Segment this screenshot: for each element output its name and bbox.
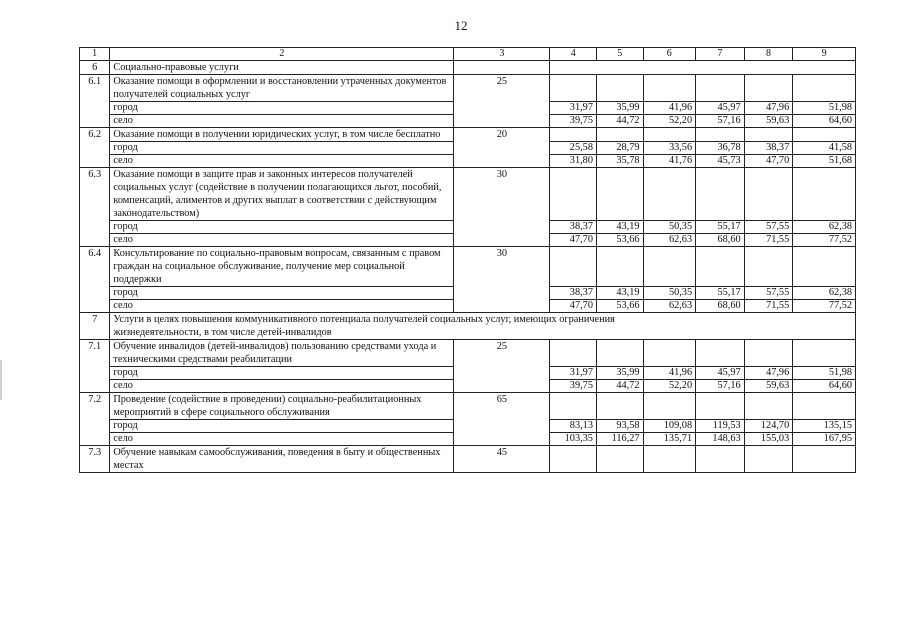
service-row bbox=[80, 393, 856, 420]
settlement-label: город bbox=[110, 287, 454, 300]
price-value: 35,99 bbox=[596, 102, 643, 115]
column-number-row bbox=[80, 48, 856, 61]
empty-value-cell bbox=[643, 128, 696, 142]
section-row bbox=[80, 313, 856, 340]
price-value: 68,60 bbox=[696, 234, 745, 247]
price-value: 52,20 bbox=[643, 380, 696, 393]
empty-value-cell bbox=[793, 75, 856, 102]
price-value: 64,60 bbox=[793, 115, 856, 128]
empty-value-cell bbox=[793, 446, 856, 473]
empty-value-cell bbox=[744, 393, 793, 420]
price-value: 53,66 bbox=[596, 234, 643, 247]
empty-value-cell bbox=[793, 393, 856, 420]
price-value: 50,35 bbox=[643, 287, 696, 300]
price-value: 148,63 bbox=[696, 433, 745, 446]
price-value: 68,60 bbox=[696, 300, 745, 313]
empty-value-cell bbox=[550, 247, 597, 287]
empty-value-cell bbox=[744, 340, 793, 367]
settlement-label: село bbox=[110, 300, 454, 313]
empty-value-cell bbox=[793, 247, 856, 287]
service-norm: 65 bbox=[454, 393, 550, 446]
price-value: 38,37 bbox=[550, 287, 597, 300]
empty-value-cell bbox=[550, 168, 597, 221]
price-value: 38,37 bbox=[550, 221, 597, 234]
price-value: 55,17 bbox=[696, 287, 745, 300]
settlement-label: город bbox=[110, 142, 454, 155]
empty-value-cell bbox=[744, 446, 793, 473]
empty-value-cell bbox=[596, 446, 643, 473]
empty-value-cell bbox=[596, 168, 643, 221]
tariff-table-body bbox=[80, 48, 856, 473]
settlement-label: город bbox=[110, 221, 454, 234]
service-norm: 45 bbox=[454, 446, 550, 473]
empty-value-cell bbox=[596, 128, 643, 142]
price-value: 36,78 bbox=[696, 142, 745, 155]
price-value: 57,55 bbox=[744, 287, 793, 300]
price-value: 71,55 bbox=[744, 300, 793, 313]
service-code: 6.4 bbox=[80, 247, 110, 313]
price-value: 135,15 bbox=[793, 420, 856, 433]
service-norm: 25 bbox=[454, 340, 550, 393]
empty-value-cell bbox=[550, 128, 597, 142]
service-row bbox=[80, 168, 856, 221]
section-norm-cell bbox=[454, 61, 550, 75]
empty-value-cell bbox=[744, 168, 793, 221]
service-row bbox=[80, 340, 856, 367]
price-value: 51,98 bbox=[793, 102, 856, 115]
empty-value-cell bbox=[596, 340, 643, 367]
section-row bbox=[80, 61, 856, 75]
service-row bbox=[80, 75, 856, 102]
settlement-label: село bbox=[110, 433, 454, 446]
price-value: 44,72 bbox=[596, 380, 643, 393]
empty-value-cell bbox=[643, 393, 696, 420]
empty-value-cell bbox=[643, 168, 696, 221]
service-norm: 30 bbox=[454, 247, 550, 313]
column-header-8: 8 bbox=[744, 48, 793, 61]
service-code: 7.1 bbox=[80, 340, 110, 393]
empty-value-cell bbox=[550, 393, 597, 420]
price-value: 44,72 bbox=[596, 115, 643, 128]
page-number: 12 bbox=[454, 18, 468, 33]
empty-value-cell bbox=[744, 75, 793, 102]
price-value: 47,70 bbox=[550, 300, 597, 313]
price-value: 45,97 bbox=[696, 367, 745, 380]
column-header-7: 7 bbox=[696, 48, 745, 61]
price-value: 77,52 bbox=[793, 300, 856, 313]
tariff-table bbox=[79, 47, 856, 473]
price-value: 39,75 bbox=[550, 380, 597, 393]
empty-value-cell bbox=[793, 340, 856, 367]
settlement-label: село bbox=[110, 155, 454, 168]
price-value: 57,16 bbox=[696, 115, 745, 128]
empty-value-cell bbox=[643, 446, 696, 473]
price-value: 51,98 bbox=[793, 367, 856, 380]
empty-value-cell bbox=[596, 75, 643, 102]
service-norm: 20 bbox=[454, 128, 550, 168]
empty-value-cell bbox=[744, 128, 793, 142]
empty-value-cell bbox=[596, 247, 643, 287]
column-header-9: 9 bbox=[793, 48, 856, 61]
price-value: 53,66 bbox=[596, 300, 643, 313]
price-value: 59,63 bbox=[744, 115, 793, 128]
column-header-1: 1 bbox=[80, 48, 110, 61]
price-value: 47,70 bbox=[744, 155, 793, 168]
service-code: 7.3 bbox=[80, 446, 110, 473]
empty-value-cell bbox=[643, 247, 696, 287]
price-value: 124,70 bbox=[744, 420, 793, 433]
price-value: 83,13 bbox=[550, 420, 597, 433]
price-value: 50,35 bbox=[643, 221, 696, 234]
price-value: 41,76 bbox=[643, 155, 696, 168]
settlement-label: город bbox=[110, 420, 454, 433]
price-value: 45,73 bbox=[696, 155, 745, 168]
empty-value-cell bbox=[696, 75, 745, 102]
price-value: 51,68 bbox=[793, 155, 856, 168]
service-name: Оказание помощи в получении юридических услуг, в том числе бесплатно bbox=[110, 128, 454, 142]
empty-value-cell bbox=[696, 168, 745, 221]
price-value: 47,96 bbox=[744, 102, 793, 115]
service-name: Проведение (содействие в проведении) социально-реабилитационных мероприятий в сфере социального обслуживания bbox=[110, 393, 454, 420]
column-header-2: 2 bbox=[110, 48, 454, 61]
price-value: 62,38 bbox=[793, 221, 856, 234]
empty-value-cell bbox=[744, 247, 793, 287]
empty-value-cell bbox=[793, 168, 856, 221]
settlement-label: село bbox=[110, 234, 454, 247]
price-value: 35,78 bbox=[596, 155, 643, 168]
price-value: 31,97 bbox=[550, 102, 597, 115]
service-name: Обучение навыкам самообслуживания, поведения в быту и общественных местах bbox=[110, 446, 454, 473]
price-value: 77,52 bbox=[793, 234, 856, 247]
price-value: 47,96 bbox=[744, 367, 793, 380]
price-value: 41,96 bbox=[643, 102, 696, 115]
price-value: 39,75 bbox=[550, 115, 597, 128]
service-row bbox=[80, 247, 856, 287]
price-value: 31,80 bbox=[550, 155, 597, 168]
tariff-table-wrapper bbox=[79, 47, 856, 473]
service-row bbox=[80, 446, 856, 473]
price-value: 119,53 bbox=[696, 420, 745, 433]
service-code: 6.3 bbox=[80, 168, 110, 247]
price-value: 52,20 bbox=[643, 115, 696, 128]
service-name: Обучение инвалидов (детей-инвалидов) пользованию средствами ухода и техническими средствами реабилитации bbox=[110, 340, 454, 367]
empty-value-cell bbox=[696, 446, 745, 473]
price-value: 167,95 bbox=[793, 433, 856, 446]
settlement-label: село bbox=[110, 115, 454, 128]
price-value: 57,55 bbox=[744, 221, 793, 234]
column-header-5: 5 bbox=[596, 48, 643, 61]
settlement-label: город bbox=[110, 102, 454, 115]
settlement-label: город bbox=[110, 367, 454, 380]
price-value: 62,63 bbox=[643, 234, 696, 247]
empty-value-cell bbox=[696, 128, 745, 142]
service-name: Оказание помощи в оформлении и восстановлении утраченных документов получателей социальных услуг bbox=[110, 75, 454, 102]
price-value: 71,55 bbox=[744, 234, 793, 247]
price-value: 33,56 bbox=[643, 142, 696, 155]
price-value: 35,99 bbox=[596, 367, 643, 380]
price-value: 43,19 bbox=[596, 287, 643, 300]
price-value: 62,38 bbox=[793, 287, 856, 300]
empty-value-cell bbox=[596, 393, 643, 420]
price-value: 25,58 bbox=[550, 142, 597, 155]
empty-value-cell bbox=[550, 446, 597, 473]
column-header-3: 3 bbox=[454, 48, 550, 61]
price-value: 43,19 bbox=[596, 221, 643, 234]
price-value: 45,97 bbox=[696, 102, 745, 115]
price-value: 31,97 bbox=[550, 367, 597, 380]
section-code: 7 bbox=[80, 313, 110, 340]
empty-value-cell bbox=[643, 75, 696, 102]
price-value: 93,58 bbox=[596, 420, 643, 433]
scan-artifact bbox=[0, 360, 2, 400]
price-value: 57,16 bbox=[696, 380, 745, 393]
service-norm: 30 bbox=[454, 168, 550, 247]
empty-value-cell bbox=[643, 340, 696, 367]
empty-value-cell bbox=[550, 75, 597, 102]
empty-value-cell bbox=[696, 393, 745, 420]
column-header-4: 4 bbox=[550, 48, 597, 61]
empty-value-cell bbox=[550, 340, 597, 367]
price-value: 135,71 bbox=[643, 433, 696, 446]
section-code: 6 bbox=[80, 61, 110, 75]
price-value: 41,96 bbox=[643, 367, 696, 380]
price-value: 64,60 bbox=[793, 380, 856, 393]
service-code: 6.2 bbox=[80, 128, 110, 168]
price-value: 28,79 bbox=[596, 142, 643, 155]
empty-value-cell bbox=[793, 128, 856, 142]
price-value: 109,08 bbox=[643, 420, 696, 433]
price-value: 59,63 bbox=[744, 380, 793, 393]
price-value: 62,63 bbox=[643, 300, 696, 313]
service-row bbox=[80, 128, 856, 142]
price-value: 116,27 bbox=[596, 433, 643, 446]
price-value: 103,35 bbox=[550, 433, 597, 446]
column-header-6: 6 bbox=[643, 48, 696, 61]
service-name: Консультирование по социально-правовым вопросам, связанным с правом граждан на социальное обслуживание, получение мер социальной поддержки bbox=[110, 247, 454, 287]
price-value: 41,58 bbox=[793, 142, 856, 155]
price-value: 155,03 bbox=[744, 433, 793, 446]
price-value: 38,37 bbox=[744, 142, 793, 155]
service-code: 6.1 bbox=[80, 75, 110, 128]
settlement-label: село bbox=[110, 380, 454, 393]
service-norm: 25 bbox=[454, 75, 550, 128]
service-name: Оказание помощи в защите прав и законных интересов получателей социальных услуг (содействие в получении полагающихся льгот, пособий, компенсаций, алиментов и других выплат в соответствии с действующим законодательством) bbox=[110, 168, 454, 221]
section-title: Услуги в целях повышения коммуникативного потенциала получателей социальных услуг, имеющих ограничения жизнедеятельности, в том числе детей-инвалидов bbox=[110, 313, 856, 340]
price-value: 55,17 bbox=[696, 221, 745, 234]
empty-value-cell bbox=[696, 247, 745, 287]
price-value: 47,70 bbox=[550, 234, 597, 247]
empty-value-cell bbox=[696, 340, 745, 367]
section-values-cell bbox=[550, 61, 856, 75]
service-code: 7.2 bbox=[80, 393, 110, 446]
section-title: Социально-правовые услуги bbox=[110, 61, 454, 75]
